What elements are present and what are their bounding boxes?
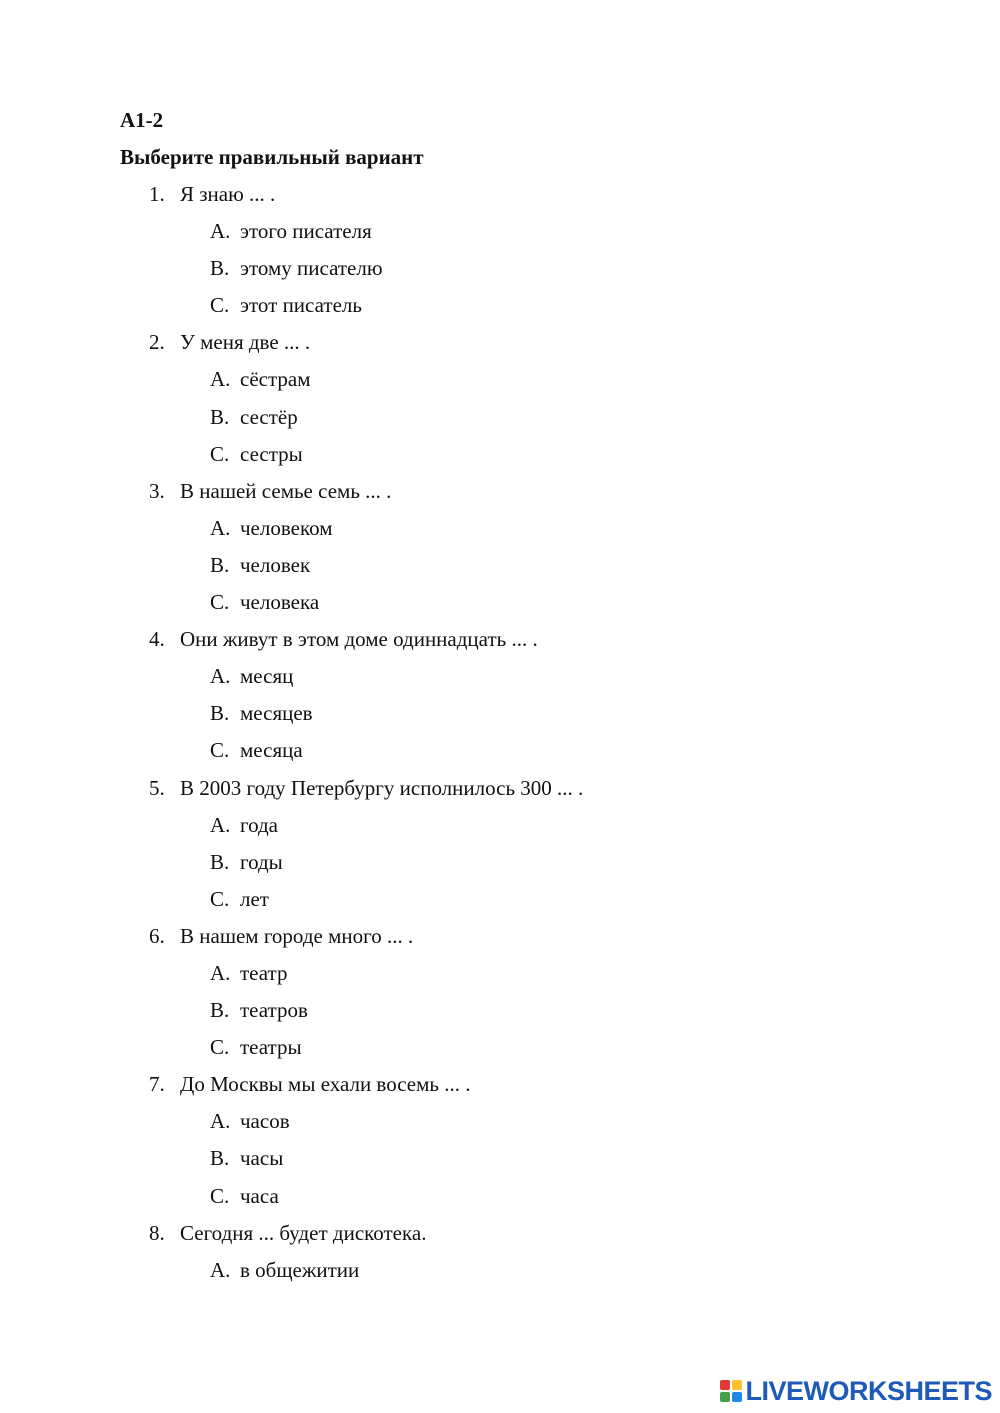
option-text: театры	[240, 1035, 302, 1060]
answer-option[interactable]	[0, 1182, 1000, 1219]
option-text: часы	[240, 1146, 284, 1171]
answer-option[interactable]	[0, 254, 1000, 291]
option-letter: С.	[210, 590, 230, 615]
option-letter: В.	[210, 701, 230, 726]
option-letter: А.	[210, 515, 231, 540]
option-text: театров	[240, 998, 308, 1023]
liveworksheets-logo[interactable]	[720, 1375, 992, 1407]
option-letter: С.	[210, 1183, 230, 1208]
option-letter: А.	[210, 1109, 231, 1134]
option-text: месяца	[240, 738, 303, 763]
option-letter: С.	[210, 1035, 230, 1060]
option-text: годы	[240, 849, 283, 874]
question-6	[0, 922, 1000, 1070]
option-text: года	[240, 812, 278, 837]
question-3	[0, 477, 1000, 625]
answer-option[interactable]	[0, 662, 1000, 699]
option-text: этому писателю	[240, 256, 383, 281]
question-number: 8.	[149, 1220, 165, 1245]
question-number: 4.	[149, 627, 165, 652]
question-number: 7.	[149, 1072, 165, 1097]
option-letter: В.	[210, 1146, 230, 1171]
question-1	[0, 180, 1000, 328]
question-number: 6.	[149, 923, 165, 948]
logo-squares-icon	[720, 1380, 742, 1402]
option-text: месяцев	[240, 701, 313, 726]
answer-option[interactable]	[0, 514, 1000, 551]
option-letter: А.	[210, 219, 231, 244]
question-4	[0, 625, 1000, 773]
answer-option[interactable]	[0, 365, 1000, 402]
option-letter: С.	[210, 886, 230, 911]
option-text: человека	[240, 590, 320, 615]
question-text: До Москвы мы ехали восемь ... .	[180, 1072, 471, 1097]
answer-option[interactable]	[0, 848, 1000, 885]
question-text: Сегодня ... будет дискотека.	[180, 1220, 427, 1245]
question-text: В 2003 году Петербургу исполнилось 300 ... .	[180, 775, 584, 800]
option-text: часа	[240, 1183, 279, 1208]
option-letter: В.	[210, 256, 230, 281]
question-number: 5.	[149, 775, 165, 800]
answer-option[interactable]	[0, 588, 1000, 625]
instruction-heading: Выберите правильный вариант	[120, 145, 424, 169]
answer-option[interactable]	[0, 291, 1000, 328]
question-7	[0, 1070, 1000, 1218]
answer-option[interactable]	[0, 1033, 1000, 1070]
question-line	[0, 774, 1000, 811]
option-text: месяц	[240, 664, 294, 689]
option-letter: А.	[210, 367, 231, 392]
question-text: У меня две ... .	[180, 330, 311, 355]
answer-option[interactable]	[0, 736, 1000, 773]
question-number: 2.	[149, 330, 165, 355]
option-text: сёстрам	[240, 367, 311, 392]
question-text: В нашей семье семь ... .	[180, 478, 392, 503]
question-text: Они живут в этом доме одиннадцать ... .	[180, 627, 538, 652]
exercise-code: А1-2	[120, 108, 164, 132]
option-letter: С.	[210, 738, 230, 763]
option-text: сестёр	[240, 404, 298, 429]
question-line	[0, 1070, 1000, 1107]
option-letter: А.	[210, 1257, 231, 1282]
option-text: этого писателя	[240, 219, 372, 244]
question-text: В нашем городе много ... .	[180, 923, 414, 948]
question-2	[0, 328, 1000, 476]
option-letter: В.	[210, 849, 230, 874]
option-text: этот писатель	[240, 293, 362, 318]
option-text: сестры	[240, 441, 303, 466]
answer-option[interactable]	[0, 959, 1000, 996]
question-line	[0, 922, 1000, 959]
option-letter: А.	[210, 812, 231, 837]
answer-option[interactable]	[0, 1107, 1000, 1144]
option-text: лет	[240, 886, 269, 911]
option-letter: А.	[210, 664, 231, 689]
question-number: 1.	[149, 182, 165, 206]
answer-option[interactable]	[0, 217, 1000, 254]
answer-option[interactable]	[0, 1144, 1000, 1181]
answer-option[interactable]	[0, 699, 1000, 736]
option-letter: В.	[210, 998, 230, 1023]
answer-option[interactable]	[0, 440, 1000, 477]
question-line	[0, 477, 1000, 514]
logo-text: LIVEWORKSHEETS	[745, 1376, 992, 1406]
option-text: человек	[240, 552, 311, 577]
option-text: часов	[240, 1109, 290, 1134]
answer-option[interactable]	[0, 996, 1000, 1033]
answer-option[interactable]	[0, 551, 1000, 588]
option-letter: С.	[210, 293, 230, 318]
question-number: 3.	[149, 478, 165, 503]
option-text: человеком	[240, 515, 333, 540]
answer-option[interactable]	[0, 403, 1000, 440]
question-list	[0, 180, 1000, 1293]
option-text: театр	[240, 960, 288, 985]
question-line	[0, 625, 1000, 662]
question-line	[0, 180, 1000, 217]
question-5	[0, 774, 1000, 922]
question-line	[0, 328, 1000, 365]
option-letter: В.	[210, 404, 230, 429]
option-text: в общежитии	[240, 1257, 360, 1282]
question-line	[0, 1219, 1000, 1256]
option-letter: В.	[210, 552, 230, 577]
question-text: Я знаю ... .	[180, 182, 276, 206]
answer-option[interactable]	[0, 811, 1000, 848]
question-8	[0, 1219, 1000, 1293]
answer-option[interactable]	[0, 1256, 1000, 1293]
answer-option[interactable]	[0, 885, 1000, 922]
option-letter: А.	[210, 960, 231, 985]
option-letter: С.	[210, 441, 230, 466]
